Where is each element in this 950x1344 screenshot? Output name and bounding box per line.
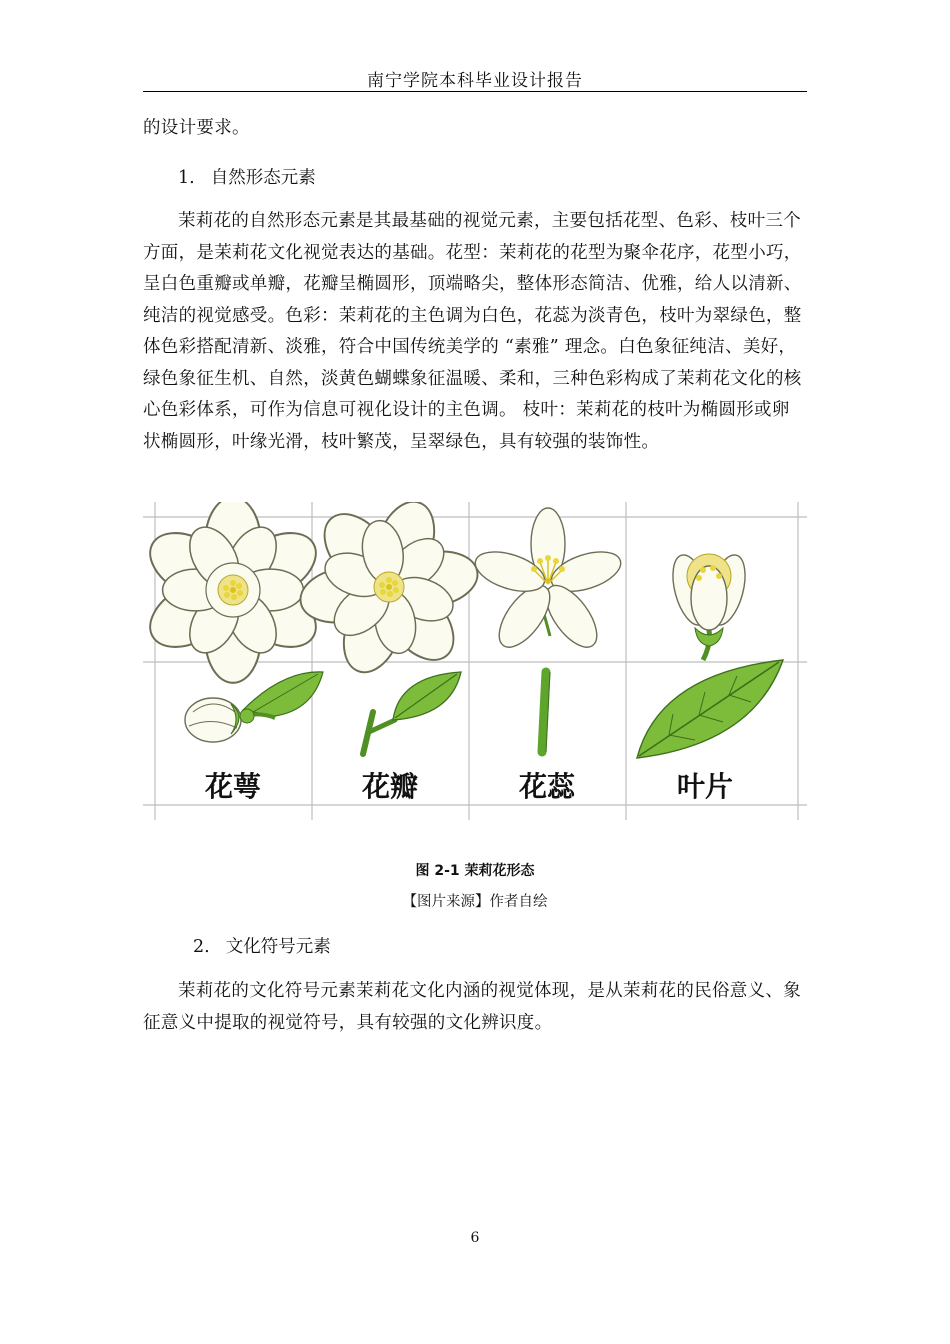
petal-panel-leaf-illustration — [363, 672, 461, 754]
page-number: 6 — [470, 1230, 480, 1246]
jasmine-morphology-figure — [143, 502, 807, 830]
half-open-flower-illustration — [666, 551, 752, 660]
figure-label-calyx: 花萼 — [204, 770, 262, 803]
single-flower-illustration — [470, 508, 625, 655]
figure-label-stamen: 花蕊 — [518, 770, 576, 803]
section-number-1: 1. — [178, 168, 195, 188]
running-header: 南宁学院本科毕业设计报告 — [367, 71, 583, 91]
section-heading-1 — [178, 164, 316, 189]
section-number-2: 2. — [193, 937, 210, 957]
section-body-2: 茉莉花的文化符号元素茉莉花文化内涵的视觉体现，是从茉莉花的民俗意义、象征意义中提取的视觉符号，具有较强的文化辨识度。 — [143, 981, 801, 1033]
header-rule — [143, 91, 807, 92]
section-title-2: 文化符号元素 — [225, 937, 331, 957]
double-flower-illustration — [143, 502, 327, 683]
section-heading-2 — [193, 933, 331, 958]
intro-line: 的设计要求。 — [143, 118, 250, 138]
figure-source: 【图片来源】作者自绘 — [402, 894, 548, 910]
layered-flower-illustration — [296, 502, 482, 680]
figure-label-petal: 花瓣 — [361, 770, 419, 803]
stamen-panel-stem-illustration — [542, 672, 550, 752]
leaf-illustration — [637, 660, 783, 758]
calyx-illustration — [185, 672, 323, 742]
section-body-1: 茉莉花的自然形态元素是其最基础的视觉元素，主要包括花型、色彩、枝叶三个方面，是茉莉花文化视觉表达的基础。花型：茉莉花的花型为聚伞花序，花型小巧，呈白色重瓣或单瓣，花瓣呈椭圆形，顶端略尖，整体形态简洁、优雅，给人以清新、纯洁的视觉感受。色彩：茉莉花的主色调为白色，花蕊为淡青色，枝叶为翠绿色，整体色彩搭配清新、淡雅，符合中国传统美学的 “素雅” 理念。白色象征纯洁、美好，绿色象征生机、自然，淡黄色蝴蝶象征温暖、柔和，三种色彩构成了茉莉花文化的核心色彩体系，可作为信息可视化设计的主色调。 枝叶：茉莉花的枝叶为椭圆形或卵状椭圆形，叶缘光滑，枝叶繁茂，呈翠绿色，具有较强的装饰性。 — [143, 211, 802, 452]
figure-caption: 图 2-1 茉莉花形态 — [415, 863, 535, 879]
section-title-1: 自然形态元素 — [210, 168, 316, 188]
figure-label-leaf: 叶片 — [676, 770, 734, 803]
